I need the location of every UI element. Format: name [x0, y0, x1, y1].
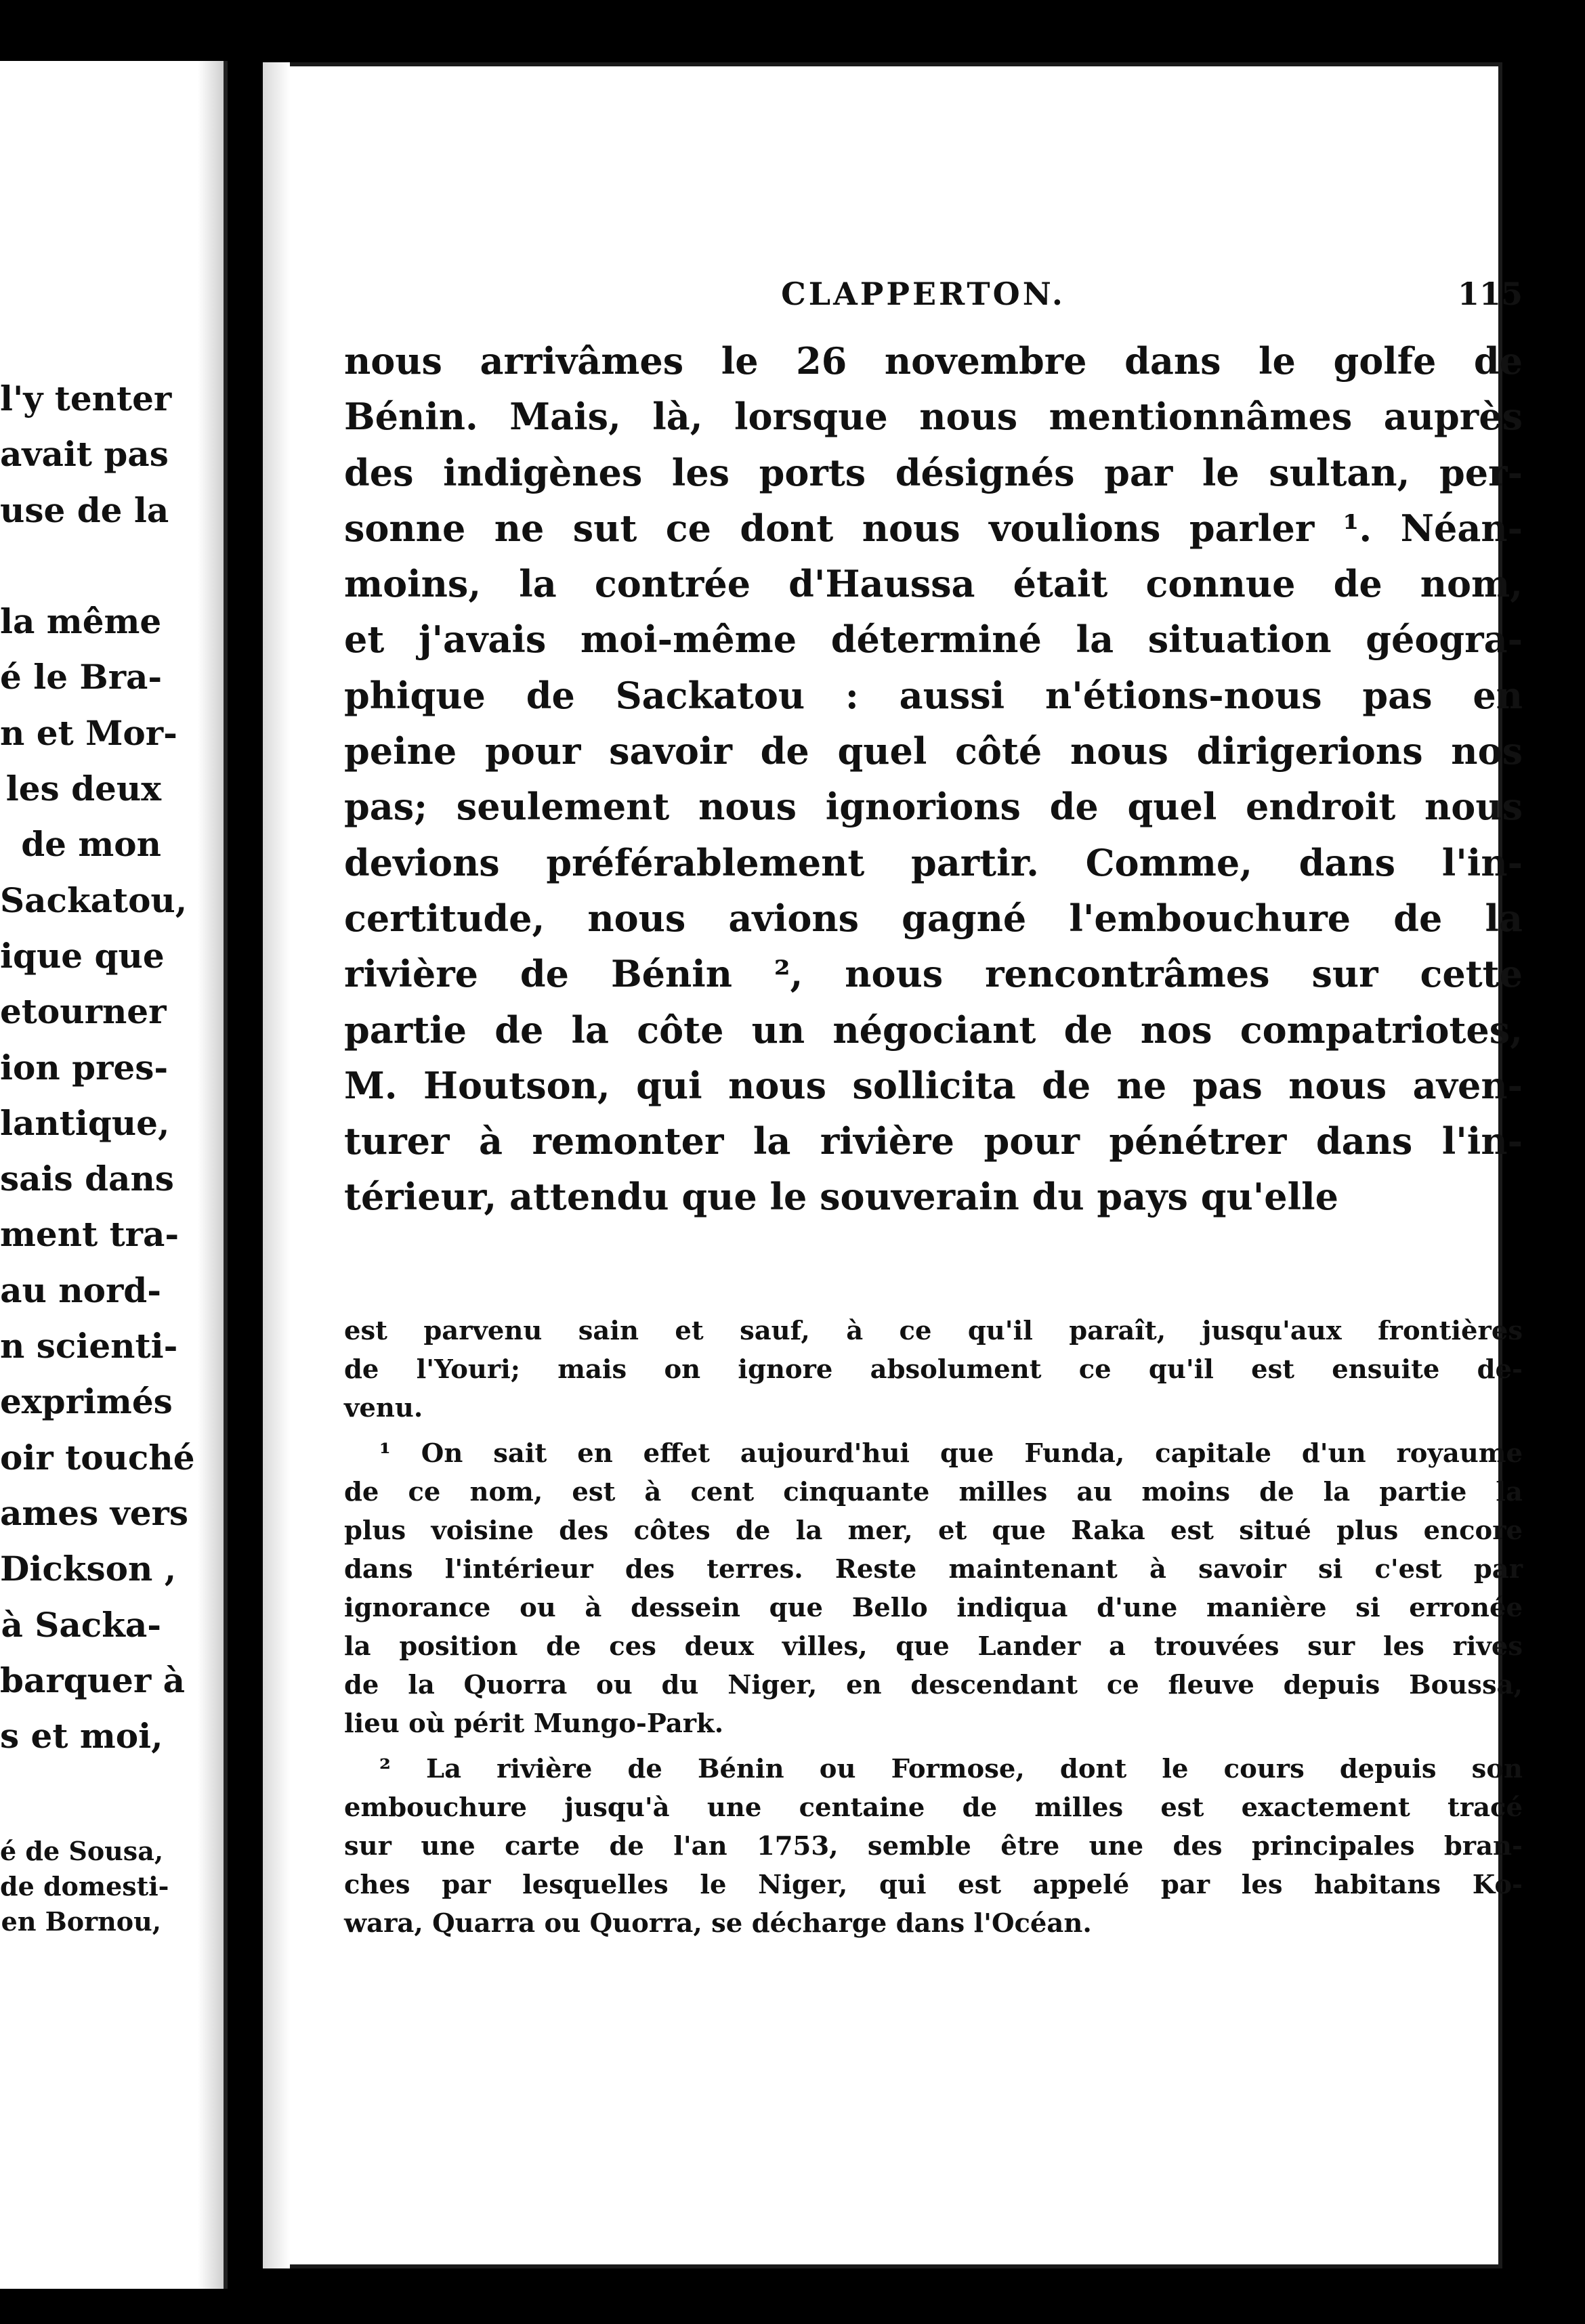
footnote-line: plus voisine des côtes de la mer, et que Raka est situé plus encore [344, 1515, 1523, 1546]
left-text-line: s et moi, [0, 1716, 163, 1757]
left-text-line: au nord- [0, 1270, 161, 1310]
body-line: moins, la contrée d'Haussa était connue de nom, [344, 562, 1523, 606]
body-line: devions préférablement partir. Comme, dans l'in- [344, 840, 1523, 884]
body-line: M. Houtson, qui nous sollicita de ne pas nous aven- [344, 1063, 1523, 1107]
footnote-2 [344, 1750, 1523, 1943]
footnote-line: ¹ On sait en effet aujourd'hui que Funda, capitale d'un royaume [379, 1438, 1523, 1469]
page-gutter-shadow [263, 62, 290, 2268]
previous-page-fragment [0, 61, 228, 2289]
footnote-line: est parvenu sain et sauf, à ce qu'il paraît, jusqu'aux frontières [344, 1316, 1523, 1346]
book-page [263, 62, 1523, 2268]
left-text-line: la même [0, 601, 162, 642]
left-text-line: etourner [0, 991, 167, 1032]
page-header [344, 276, 1523, 330]
body-line: rivière de Bénin ², nous rencontrâmes sur cette [344, 952, 1523, 996]
left-text-line: n et Mor- [0, 712, 177, 753]
body-text [344, 333, 1523, 1225]
left-text-line: ames vers [0, 1492, 189, 1533]
footnote-line: de la Quorra ou du Niger, en descendant ce fleuve depuis Boussa, [344, 1670, 1523, 1700]
footnote-line: ² La rivière de Bénin ou Formose, dont le cours depuis son [379, 1754, 1523, 1784]
left-text-line [0, 538, 224, 594]
body-line: des indigènes les ports désignés par le sultan, per- [344, 450, 1523, 494]
left-note-line: de domesti- [0, 1871, 169, 1901]
footnote-line: la position de ces deux villes, que Lander a trouvées sur les rives [344, 1631, 1523, 1662]
previous-page-footnotes [0, 1834, 224, 1939]
footnote-line: venu. [344, 1393, 423, 1423]
left-text-line: sais dans [0, 1159, 174, 1199]
body-line: et j'avais moi-même déterminé la situation géogra- [344, 618, 1523, 662]
left-text-line: use de la [0, 490, 169, 530]
left-text-line: Sackatou, [0, 880, 188, 920]
footnote-line: ignorance ou à dessein que Bello indiqua d'une manière si erronée [344, 1593, 1523, 1623]
left-text-line: ique que [0, 935, 165, 976]
left-text-line: ion pres- [0, 1047, 169, 1088]
page-number: 115 [1457, 276, 1523, 312]
previous-page-body [0, 371, 224, 1764]
footnote-continued [344, 1312, 1523, 1427]
footnote-line: sur une carte de l'an 1753, semble être une des principales bran- [344, 1831, 1523, 1862]
footnote-line: de l'Youri; mais on ignore absolument ce qu'il est ensuite de- [344, 1354, 1523, 1385]
left-text-line: barquer à [0, 1660, 185, 1700]
body-line: phique de Sackatou : aussi n'étions-nous pas en [344, 673, 1523, 717]
left-text-line: ment tra- [0, 1214, 179, 1255]
body-line: sonne ne sut ce dont nous voulions parler ¹. Néan- [344, 506, 1523, 550]
left-text-line: oir touché [0, 1437, 195, 1478]
footnotes [344, 1312, 1523, 1950]
left-text-line: Dickson , [0, 1549, 177, 1589]
left-text-line: é le Bra- [0, 657, 163, 697]
left-text-line: l'y tenter [0, 379, 172, 418]
footnote-line: de ce nom, est à cent cinquante milles au moins de la partie la [344, 1477, 1523, 1507]
body-line: Bénin. Mais, là, lorsque nous mentionnâmes auprès [344, 395, 1523, 439]
left-text-line: n scienti- [0, 1326, 178, 1367]
footnote-line: wara, Quarra ou Quorra, se décharge dans l'Océan. [344, 1908, 1092, 1939]
left-text-line: les deux [5, 769, 161, 809]
footnote-1 [344, 1434, 1523, 1743]
body-line: partie de la côte un négociant de nos compatriotes, [344, 1008, 1523, 1052]
left-note-line: en Bornou, [1, 1906, 161, 1937]
left-note-line: é de Sousa, [0, 1836, 164, 1866]
footnote-line: ches par lesquelles le Niger, qui est appelé par les habitans Ko- [344, 1870, 1523, 1900]
left-text-line: de mon [21, 824, 161, 865]
left-text-line: avait pas [0, 434, 169, 475]
left-text-line: à Sacka- [1, 1604, 161, 1645]
body-line: nous arrivâmes le 26 novembre dans le golfe de [344, 339, 1523, 383]
body-line: térieur, attendu que le souverain du pays qu'elle [344, 1175, 1339, 1219]
footnote-line: embouchure jusqu'à une centaine de milles est exactement tracé [344, 1792, 1523, 1823]
left-text-line: lantique, [0, 1102, 170, 1143]
footnote-line: dans l'intérieur des terres. Reste maintenant à savoir si c'est par [344, 1554, 1523, 1585]
left-text-line: exprimés [0, 1381, 173, 1422]
running-head: CLAPPERTON. [781, 276, 1065, 312]
body-line: peine pour savoir de quel côté nous dirigerions nos [344, 729, 1523, 773]
footnote-line: lieu où périt Mungo-Park. [344, 1708, 724, 1739]
body-line: turer à remonter la rivière pour pénétrer dans l'in- [344, 1119, 1523, 1163]
body-line: pas; seulement nous ignorions de quel endroit nous [344, 785, 1523, 829]
body-line: certitude, nous avions gagné l'embouchure de la [344, 896, 1523, 940]
